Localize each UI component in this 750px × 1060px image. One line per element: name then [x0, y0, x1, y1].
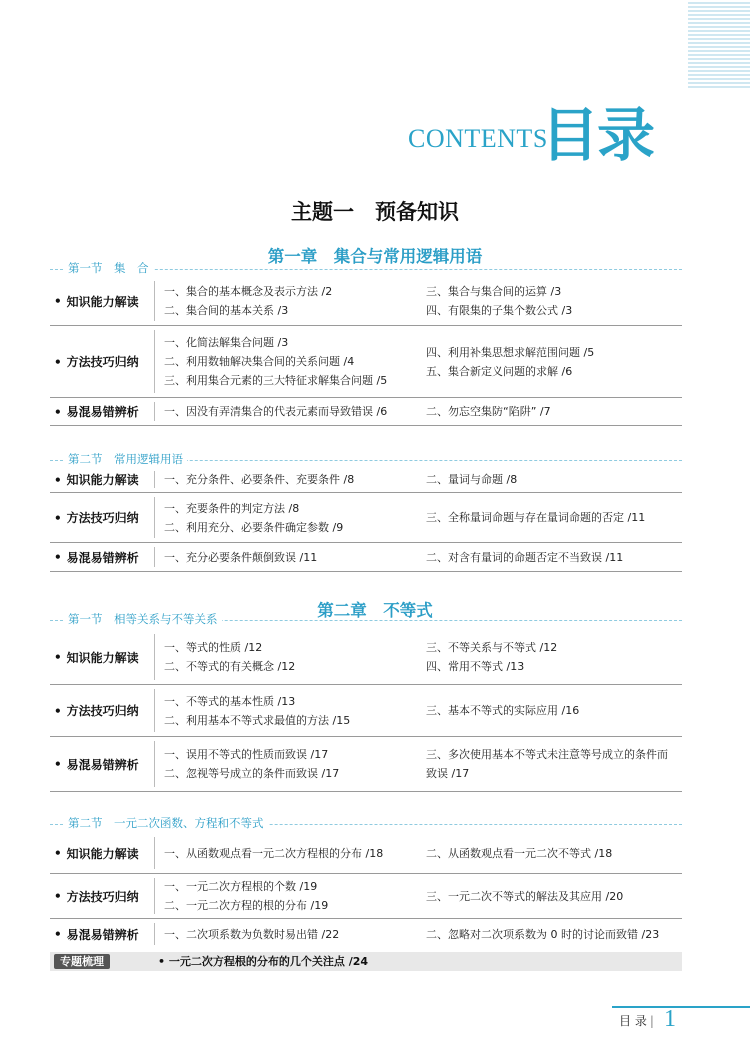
toc-row [50, 398, 682, 426]
contents-heading: CONTENTS [408, 124, 548, 153]
category-label: • 方法技巧归纳 [54, 510, 139, 525]
toc-entry[interactable]: 一、从函数观点看一元二次方程根的分布 /18 [164, 846, 384, 860]
toc-entry[interactable]: 一、集合的基本概念及表示方法 /2 [164, 285, 333, 298]
section-header [50, 608, 682, 626]
category-label: • 方法技巧归纳 [54, 703, 139, 718]
mulu-heading: 目录 [541, 101, 654, 169]
theme-title: 主题一 预备知识 [291, 200, 459, 224]
toc-entry[interactable]: 三、基本不等式的实际应用 /16 [426, 704, 580, 717]
toc-entry[interactable]: 二、利用基本不等式求最值的方法 /15 [164, 713, 351, 727]
section-header [50, 257, 682, 275]
category-label: • 方法技巧归纳 [54, 354, 139, 369]
toc-entry[interactable]: 二、量词与命题 /8 [426, 473, 518, 486]
toc-row [50, 874, 682, 919]
toc-entry[interactable]: 四、常用不等式 /13 [426, 660, 525, 673]
toc-entry[interactable]: 一、误用不等式的性质而致误 /17 [164, 748, 329, 761]
toc-row [50, 737, 682, 792]
category-label: • 知识能力解读 [54, 650, 139, 665]
special-topic-entry[interactable]: • 一元二次方程根的分布的几个关注点 /24 [158, 955, 369, 968]
category-label: • 知识能力解读 [54, 294, 139, 309]
toc-row [50, 493, 682, 543]
toc-entry[interactable]: 二、从函数观点看一元二次不等式 /18 [426, 846, 613, 860]
toc-entry[interactable]: 二、不等式的有关概念 /12 [164, 660, 296, 673]
section-header [50, 812, 682, 830]
section-label: 第二节 常用逻辑用语 [64, 451, 187, 467]
section-header [50, 448, 682, 466]
special-topic-bar [50, 952, 682, 971]
category-label: • 易混易错辨析 [54, 757, 139, 772]
category-label: • 易混易错辨析 [54, 550, 139, 565]
toc-entry[interactable]: 二、利用充分、必要条件确定参数 /9 [164, 520, 344, 534]
toc-entry[interactable]: 二、利用数轴解决集合间的关系问题 /4 [164, 355, 355, 368]
toc-row [50, 467, 682, 493]
toc-entry[interactable]: 三、全称量词命题与存在量词命题的否定 /11 [426, 511, 646, 524]
category-label: • 易混易错辨析 [54, 927, 139, 942]
toc-entry[interactable]: 二、勿忘空集防“陷阱” /7 [426, 405, 551, 418]
toc-entry[interactable]: 一、化简法解集合问题 /3 [164, 336, 289, 349]
toc-entry[interactable]: 三、一元二次不等式的解法及其应用 /20 [426, 889, 624, 903]
toc-row [50, 630, 682, 685]
toc-entry[interactable]: 一、不等式的基本性质 /13 [164, 694, 296, 708]
toc-entry[interactable]: 一、一元二次方程根的个数 /19 [164, 880, 318, 893]
toc-entry[interactable]: 一、二次项系数为负数时易出错 /22 [164, 927, 340, 941]
toc-entry[interactable]: 三、集合与集合间的运算 /3 [426, 285, 562, 298]
corner-stripes-decoration [688, 0, 750, 88]
toc-row [50, 326, 682, 398]
toc-entry[interactable]: 一、充分条件、必要条件、充要条件 /8 [164, 473, 355, 486]
toc-entry[interactable]: 一、充要条件的判定方法 /8 [164, 501, 300, 515]
toc-entry[interactable]: 二、对含有量词的命题否定不当致误 /11 [426, 550, 624, 564]
toc-row [50, 919, 682, 949]
toc-entry[interactable]: 三、不等关系与不等式 /12 [426, 641, 558, 654]
toc-entry[interactable]: 二、忽视等号成立的条件而致误 /17 [164, 767, 340, 780]
footer-rule [612, 1006, 750, 1008]
toc-entry[interactable]: 二、忽略对二次项系数为 0 时的讨论而致错 /23 [426, 927, 660, 941]
toc-entry[interactable]: 一、充分必要条件颠倒致误 /11 [164, 550, 318, 564]
footer-label: 目 录 | [619, 1014, 654, 1028]
page-number: 1 [664, 1006, 676, 1032]
toc-entry[interactable]: 三、多次使用基本不等式未注意等号成立的条件而致误 /17 [426, 748, 668, 780]
toc-entry[interactable]: 四、有限集的子集个数公式 /3 [426, 304, 573, 317]
toc-entry[interactable]: 一、等式的性质 /12 [164, 641, 263, 654]
toc-entry[interactable]: 三、利用集合元素的三大特征求解集合问题 /5 [164, 374, 388, 387]
toc-row [50, 277, 682, 326]
category-label: • 易混易错辨析 [54, 404, 139, 419]
category-label: • 知识能力解读 [54, 846, 139, 861]
toc-entry[interactable]: 二、集合间的基本关系 /3 [164, 304, 289, 317]
category-label: • 知识能力解读 [54, 472, 139, 487]
section-label: 第一节 相等关系与不等关系 [64, 611, 222, 627]
toc-entry[interactable]: 一、因没有弄清集合的代表元素而导致错误 /6 [164, 405, 388, 418]
toc-row [50, 685, 682, 737]
category-label: • 方法技巧归纳 [54, 889, 139, 904]
toc-row [50, 543, 682, 572]
chapter-title: 第一章 集合与常用逻辑用语 [267, 247, 483, 266]
toc-row [50, 833, 682, 874]
section-label: 第二节 一元二次函数、方程和不等式 [64, 815, 268, 831]
special-topic-tag: 专题梳理 [54, 954, 110, 969]
chapter-title: 第二章 不等式 [317, 601, 433, 620]
toc-entry[interactable]: 四、利用补集思想求解范围问题 /5 [426, 345, 595, 359]
section-label: 第一节 集 合 [64, 260, 153, 276]
toc-entry[interactable]: 二、一元二次方程的根的分布 /19 [164, 899, 329, 912]
toc-entry[interactable]: 五、集合新定义问题的求解 /6 [426, 364, 573, 378]
